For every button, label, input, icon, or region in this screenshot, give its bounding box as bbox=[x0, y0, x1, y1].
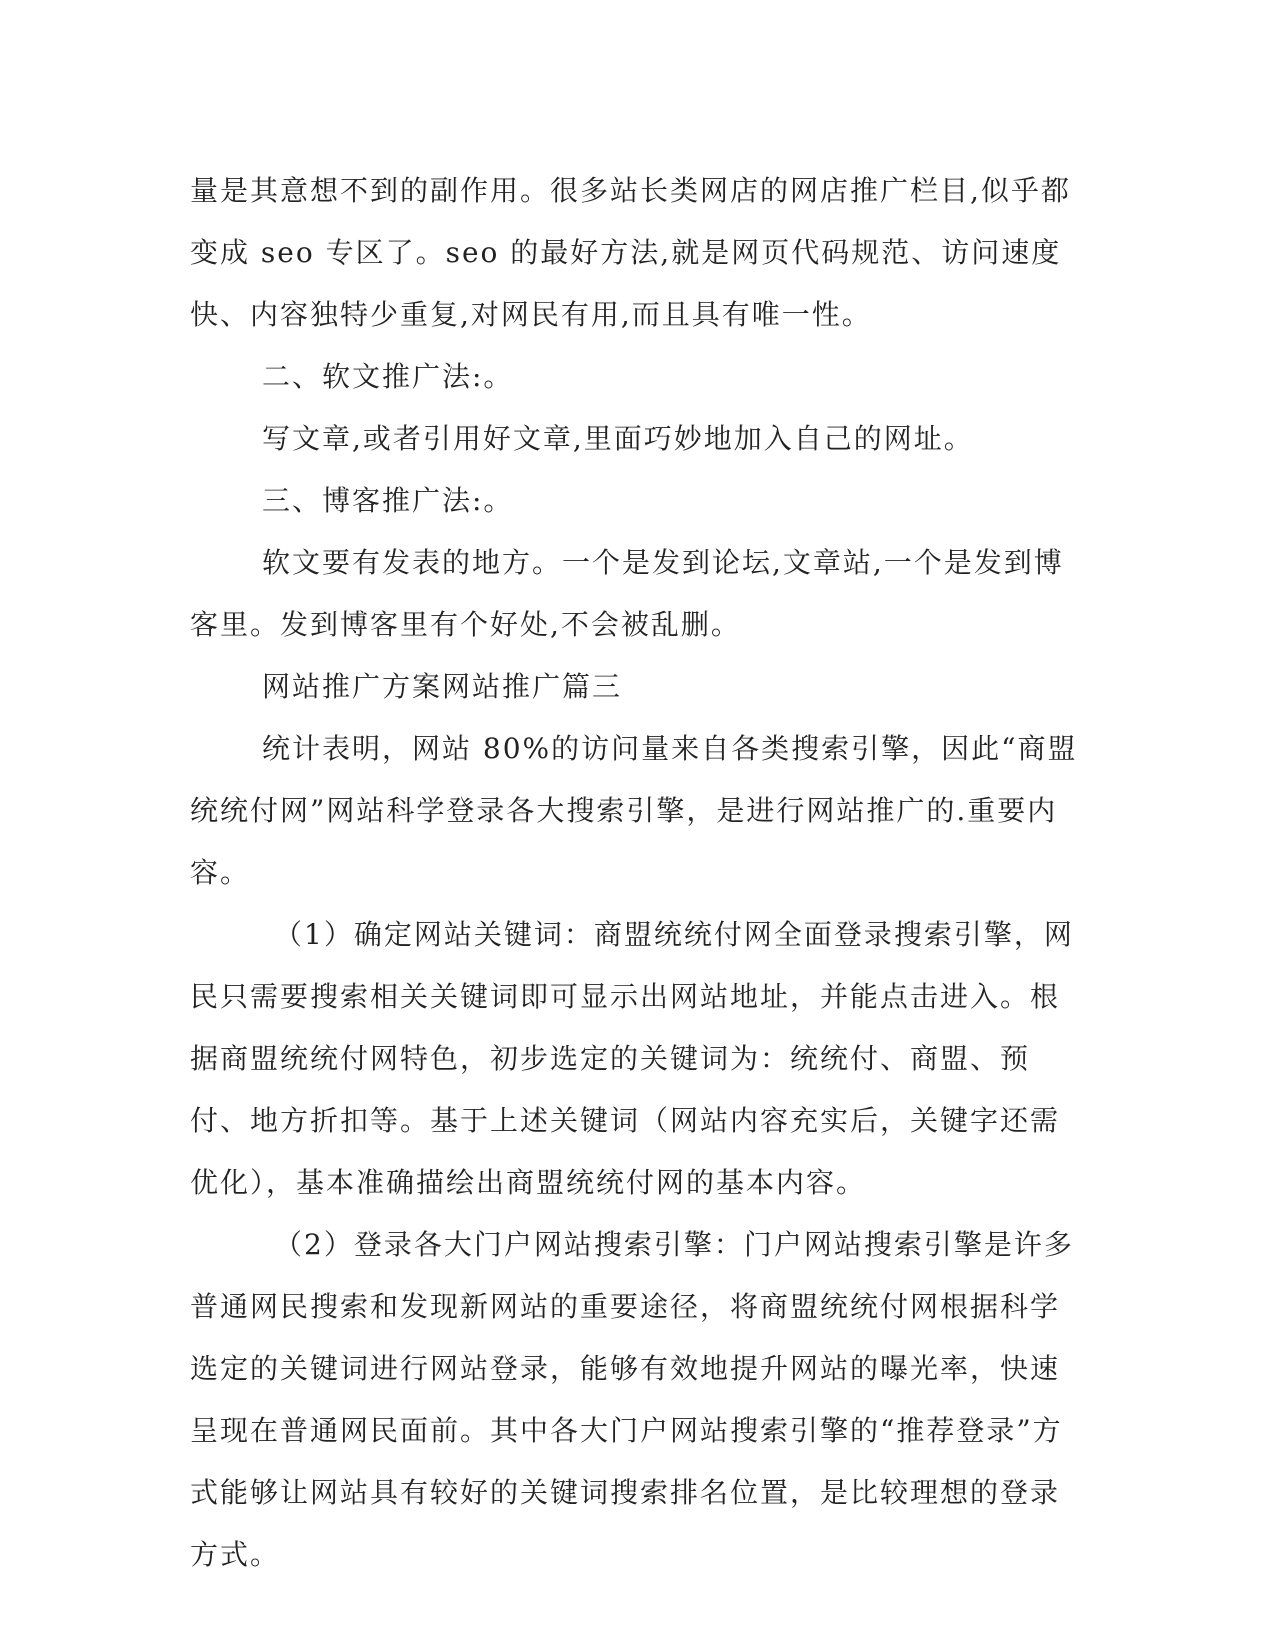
document-body bbox=[190, 160, 1080, 1586]
paragraph-write-articles: 写文章,或者引用好文章,里面巧妙地加入自己的网址。 bbox=[262, 422, 974, 455]
heading-blog-method: 三、博客推广法:。 bbox=[262, 484, 514, 517]
paragraph-portal-search-engines: （2）登录各大门户网站搜索引擎：门户网站搜索引擎是许多普通网民搜索和发现新网站的重要途径，将商盟统统付网根据科学选定的关键词进行网站登录，能够有效地提升网站的曝光率，快速呈现在普通网民面前。其中各大门户网站搜索引擎的“推荐登录”方式能够让网站具有较好的关键词搜索排名位置，是比较理想的登录方式。 bbox=[190, 1228, 1074, 1571]
paragraph-publish-soft-articles: 软文要有发表的地方。一个是发到论坛,文章站,一个是发到博客里。发到博客里有个好处,不会被乱删。 bbox=[190, 546, 1064, 641]
paragraph-seo-continuation: 量是其意想不到的副作用。很多站长类网店的网店推广栏目,似乎都变成 seo 专区了。seo 的最好方法,就是网页代码规范、访问速度快、内容独特少重复,对网民有用,而且具有唯一性。 bbox=[190, 174, 1071, 331]
heading-soft-article-method: 二、软文推广法:。 bbox=[262, 360, 514, 393]
section-title-part-three: 网站推广方案网站推广篇三 bbox=[262, 670, 623, 703]
paragraph-determine-keywords: （1）确定网站关键词：商盟统统付网全面登录搜索引擎，网民只需要搜索相关关键词即可显示出网站地址，并能点击进入。根据商盟统统付网特色，初步选定的关键词为：统统付、商盟、预付、地方折扣等。基于上述关键词（网站内容充实后，关键字还需优化），基本准确描绘出商盟统统付网的基本内容。 bbox=[190, 918, 1074, 1199]
paragraph-search-engine-statistics: 统计表明，网站 80%的访问量来自各类搜索引擎，因此“商盟统统付网”网站科学登录各大搜索引擎，是进行网站推广的.重要内容。 bbox=[190, 732, 1078, 889]
